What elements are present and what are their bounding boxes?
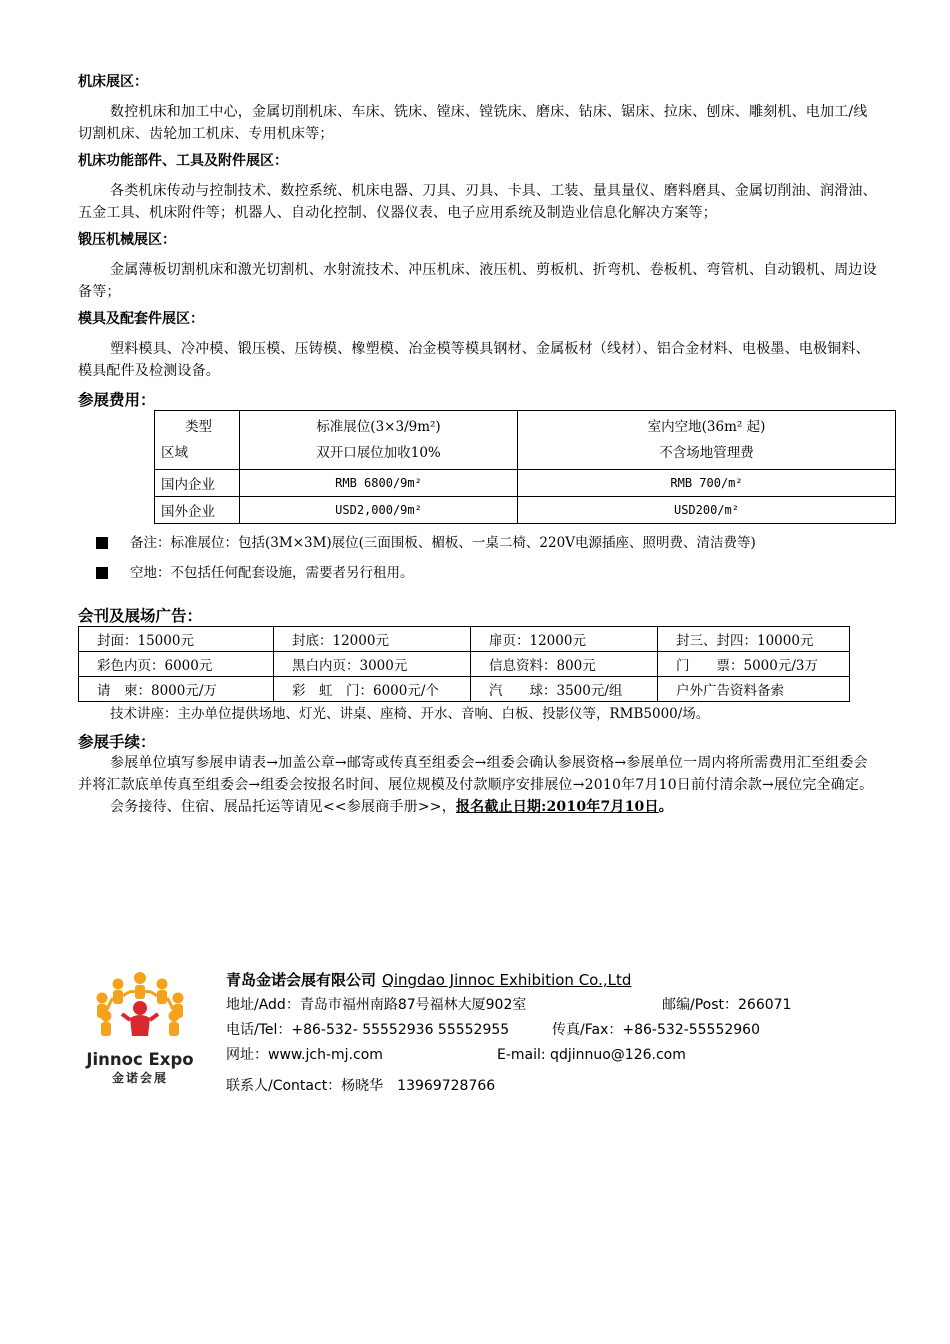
note-text: 空地：不包括任何配套设施，需要者另行租用。 [130, 565, 414, 581]
table-row [79, 652, 850, 677]
table-row [155, 470, 896, 497]
raw-title: 室内空地(36m² 起) [647, 419, 766, 435]
ad-cell: 彩色内页：6000元 [79, 652, 274, 677]
section-body: 数控机床和加工中心，金属切削机床、车床、铣床、镗床、镗铣床、磨床、钻床、锯床、拉床、刨床、雕刻机、电加工/线切割机床、齿轮加工机床、专用机床等； [78, 104, 868, 142]
raw-space-header [518, 411, 896, 470]
company-name-cn: 青岛金诺会展有限公司 [226, 971, 377, 989]
section-body: 各类机床传动与控制技术、数控系统、机床电器、刀具、刃具、卡具、工装、量具量仪、磨料磨具、金属切削油、润滑油、五金工具、机床附件等；机器人、自动化控制、仪器仪表、电子应用系统及制造业信息化解决方案等； [78, 183, 877, 221]
ad-cell: 汽 球：3500元/组 [471, 677, 658, 702]
bullet-square-icon [96, 537, 108, 549]
fee-header-corner [155, 411, 240, 470]
ad-cell: 封底：12000元 [274, 627, 471, 652]
procedure-prefix: 会务接待、住宿、展品托运等请见<<参展商手册>>， [110, 799, 456, 815]
row-label: 国内企业 [155, 470, 240, 497]
std-title: 标准展位(3×3/9m²) [316, 419, 441, 435]
section-components [78, 151, 878, 224]
section-heading: 锻压机械展区： [78, 232, 176, 248]
document-page [78, 64, 878, 824]
note-item [96, 534, 878, 552]
section-forging [78, 230, 878, 303]
ad-cell: 户外广告资料备索 [658, 677, 850, 702]
bullet-square-icon [96, 567, 108, 579]
ads-heading: 会刊及展场广告： [78, 607, 203, 625]
procedure-body-2 [78, 796, 878, 818]
section-heading: 模具及配套件展区： [78, 311, 204, 327]
row-label: 国外企业 [155, 497, 240, 524]
region-label: 区域 [161, 445, 188, 461]
web-line [226, 1043, 791, 1068]
std-price: RMB 6800/9m² [240, 470, 518, 497]
section-body: 金属薄板切割机床和激光切割机、水射流技术、冲压机床、液压机、剪板机、折弯机、卷板机、弯管机、自动锻机、周边设备等； [78, 262, 877, 300]
note-item [96, 564, 878, 582]
contact-info [226, 968, 791, 1099]
email-link[interactable]: E-mail: qdjinnuo@126.com [497, 1047, 686, 1063]
section-body: 塑料模具、冷冲模、锻压模、压铸模、橡塑模、冶金模等模具钢材、金属板材（线材）、铝合金材料、电极墨、电极铜料、模具配件及检测设备。 [78, 341, 870, 379]
website-link[interactable]: 网址：www.jch-mj.com [226, 1047, 383, 1063]
table-row [79, 627, 850, 652]
ad-cell: 封三、封四：10000元 [658, 627, 850, 652]
raw-sub: 不含场地管理费 [659, 445, 754, 461]
procedure-body: 参展单位填写参展申请表→加盖公章→邮寄或传真至组委会→组委会确认参展资格→参展单位一周内将所需费用汇至组委会并将汇款底单传真至组委会→组委会按报名时间、展位规模及付款顺序安排展位→2010年7月10日前付清余款→展位完全确定。 [78, 755, 874, 793]
address: 地址/Add：青岛市福州南路87号福林大厦902室 [226, 997, 527, 1013]
note-text: 备注：标准展位：包括(3M×3M)展位(三面围板、楣板、一桌二椅、220V电源插座、照明费、清洁费等) [130, 535, 756, 551]
table-row [79, 677, 850, 702]
std-price: USD2,000/9m² [240, 497, 518, 524]
people-circle-logo-icon [78, 968, 202, 1046]
postcode: 邮编/Post：266071 [662, 997, 792, 1013]
fee-notes [96, 534, 878, 582]
ad-cell: 黑白内页：3000元 [274, 652, 471, 677]
ad-cell: 扉页：12000元 [471, 627, 658, 652]
ads-table [78, 626, 850, 702]
fax: 传真/Fax：+86-532-55552960 [552, 1022, 760, 1038]
address-line [226, 993, 791, 1018]
company-name-en: Qingdao Jinnoc Exhibition Co.,Ltd [382, 971, 632, 989]
std-sub: 双开口展位加收10% [316, 445, 441, 461]
raw-price: RMB 700/m² [518, 470, 896, 497]
procedure-suffix: 。 [658, 799, 673, 815]
contact-person: 联系人/Contact：杨晓华 13969728766 [226, 1078, 496, 1094]
telephone: 电话/Tel：+86-532- 55552936 55552955 [226, 1022, 510, 1038]
deadline-text: 报名截止日期:2010年7月10日 [455, 799, 659, 815]
section-machine-tools [78, 72, 878, 145]
company-line [226, 968, 791, 993]
table-row [155, 497, 896, 524]
logo-text-cn: 金诺会展 [111, 1071, 168, 1085]
fees-heading: 参展费用： [78, 391, 156, 409]
section-molds [78, 309, 878, 382]
std-booth-header [240, 411, 518, 470]
fee-table [154, 410, 896, 524]
contact-block [78, 968, 878, 1108]
ad-cell: 请 柬：8000元/万 [79, 677, 274, 702]
raw-price: USD200/m² [518, 497, 896, 524]
ad-cell: 信息资料：800元 [471, 652, 658, 677]
section-heading: 机床功能部件、工具及附件展区： [78, 153, 288, 169]
ad-cell: 封面：15000元 [79, 627, 274, 652]
type-label: 类型 [185, 419, 212, 435]
ads-note: 技术讲座：主办单位提供场地、灯光、讲桌、座椅、开水、音响、白板、投影仪等，RMB5000/场。 [110, 706, 710, 722]
section-heading: 机床展区： [78, 74, 148, 90]
phone-line [226, 1018, 791, 1043]
ad-cell: 门 票：5000元/3万 [658, 652, 850, 677]
procedure-heading: 参展手续： [78, 733, 156, 751]
ad-cell: 彩 虹 门：6000元/个 [274, 677, 471, 702]
logo-text: Jinnoc Expo [86, 1050, 194, 1069]
company-logo [78, 968, 202, 1088]
